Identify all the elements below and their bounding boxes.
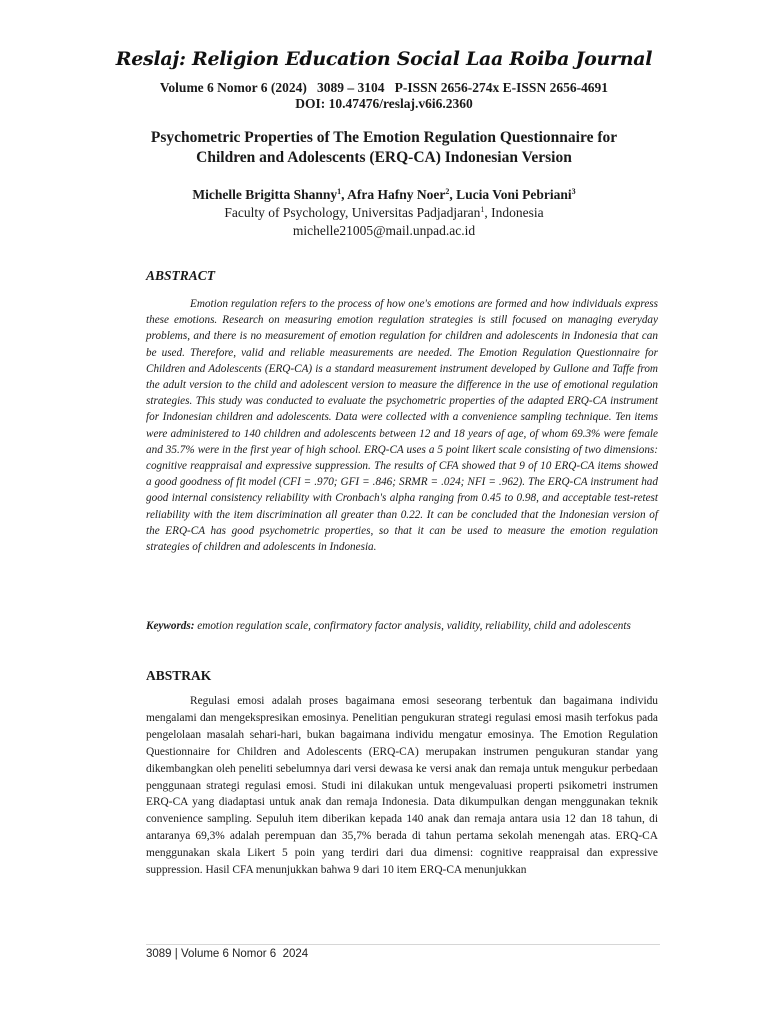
author-affiliation-mark: 3	[571, 187, 576, 196]
volume-issn-line: Volume 6 Nomor 6 (2024) 3089 – 3104 P-ISSN 2656-274x E-ISSN 2656-4691	[159, 80, 609, 95]
paper-title	[100, 128, 668, 168]
affiliation	[0, 204, 768, 222]
affiliation-country: , Indonesia	[484, 205, 544, 220]
author-name: Afra Hafny Noer	[347, 187, 446, 202]
affiliation-name: Faculty of Psychology, Universitas Padjadjaran	[224, 205, 481, 220]
footer-divider	[146, 944, 660, 945]
paper-title-line-1: Psychometric Properties of The Emotion Regulation Questionnaire for	[150, 129, 618, 146]
keywords	[146, 618, 658, 634]
abstrak-body: Regulasi emosi adalah proses bagaimana emosi seseorang terbentuk dan bagaimana individu mengalami dan mengekspresikan emosinya. Penelitian pengukuran strategi regulasi emosi masih terfokus pada pengelolaan masalah sehari-hari, bukan bagaimana individu mengatur emosinya. The Emotion Regulation Questionnaire for Children and Adolescents (ERQ-CA) merupakan instrumen pengukuran standar yang dikembangkan oleh peneliti sebelumnya dari versi dewasa ke versi anak dan remaja untuk mengukur perbedaan penggunaan strategi regulasi emosi. Studi ini dilakukan untuk mengevaluasi properti psikometri instrumen ERQ-CA yang diadaptasi untuk anak dan remaja Indonesia. Data dikumpulkan dengan menggunakan teknik convenience sampling. Sepuluh item diberikan kepada 140 anak dan remaja antara usia 12 dan 18 tahun, di antaranya 69,3% adalah perempuan dan 35,7% berada di tahun pertama sekolah menengah atas. ERQ-CA menggunakan skala Likert 5 poin yang terdiri dari dua dimensi: cognitive reappraisal dan expressive suppression. Hasil CFA menunjukkan bahwa 9 dari 10 item ERQ-CA menunjukkan	[146, 695, 658, 877]
paper-title-line-2: Children and Adolescents (ERQ-CA) Indonesian Version	[196, 149, 572, 166]
abstract-body: Emotion regulation refers to the process of how one's emotions are formed and how individuals express these emotions. Research on measuring emotion regulation strategies is still focused on managing everyday problems, and there is no measurement of emotion regulation for children and adolescents in Indonesia that can be used. Therefore, valid and reliable measurements are needed. The Emotion Regulation Questionnaire for Children and Adolescents (ERQ-CA) is a standard measurement instrument developed by Gullone and Taffe from the adult version to the child and adolescent version to measure the difference in the use of emotional regulation strategies. This study was conducted to evaluate the psychometric properties of the adapted ERQ-CA instrument for Indonesian children and adolescents. Data were collected with a convenience sampling technique. Ten items were administered to 140 children and adolescents between 12 and 18 years of age, of whom 69.3% were female and 35.7% were in the first year of high school. ERQ-CA uses a 5 point likert scale consisting of two dimensions: cognitive reappraisal and expressive suppression. The results of CFA showed that 9 of 10 ERQ-CA items showed a good goodness of fit model (CFI = .970; GFI = .846; SRMR = .024; NFI = .962). The ERQ-CA instrument had good internal consistency reliability with Cronbach's alpha ranging from 0.45 to 0.98, and acceptable test-retest reliability with the item discrimination all greater than 0.22. It can be concluded that the Indonesian version of the ERQ-CA has good psychometric properties, so that it can be used to measure the emotion regulation strategies of children and adolescents in Indonesia.	[146, 298, 658, 554]
doi-line[interactable]: DOI: 10.47476/reslaj.v6i6.2360	[295, 96, 473, 111]
author-affiliation-mark: 1	[337, 187, 342, 196]
authors-block	[0, 186, 768, 240]
author-separator: ,	[341, 187, 348, 202]
journal-title: Reslaj: Religion Education Social Laa Roiba Journal	[115, 48, 653, 70]
keywords-label: Keywords:	[146, 620, 195, 632]
author-name: Michelle Brigitta Shanny	[192, 187, 338, 202]
author-email[interactable]: michelle21005@mail.unpad.ac.id	[292, 223, 476, 238]
page-footer: 3089 | Volume 6 Nomor 6 2024	[146, 948, 309, 960]
affiliation-mark: 1	[480, 205, 485, 214]
author-affiliation-mark: 2	[445, 187, 450, 196]
keywords-text: emotion regulation scale, confirmatory factor analysis, validity, reliability, child and adolescents	[194, 620, 631, 632]
journal-meta	[0, 80, 768, 112]
abstract-heading: ABSTRACT	[146, 268, 216, 283]
author-separator: ,	[449, 187, 457, 202]
author-name: Lucia Voni Pebriani	[456, 187, 572, 202]
author-list	[0, 186, 768, 204]
abstrak-heading: ABSTRAK	[146, 668, 212, 683]
